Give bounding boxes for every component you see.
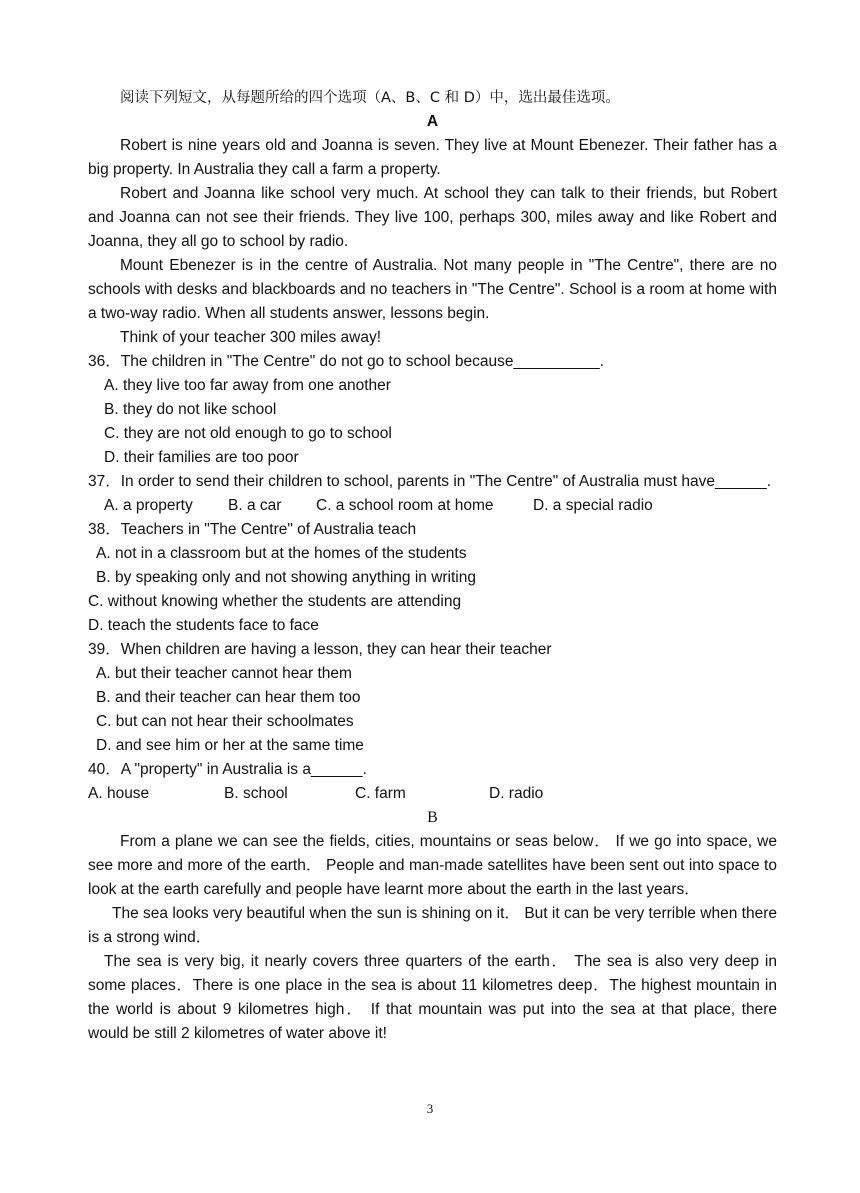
question-36-option-b: B. they do not like school [104, 401, 277, 418]
passage-a-heading: A [426, 113, 439, 130]
question-36-option-d: D. their families are too poor [104, 449, 299, 466]
passage-b-paragraph: From a plane we can see the fields, cities, mountains or seas below． If we go into space, we see more and more of the earth． People and man-made satellites have been sent out into space to look at the earth carefully and people have learnt more about the earth in the last years． [88, 833, 777, 898]
question-39-option-a: A. but their teacher cannot hear them [96, 665, 352, 682]
question-38-stem: 38．Teachers in "The Centre" of Australia teach [88, 521, 417, 538]
question-40-option-a: A. house [88, 785, 150, 802]
question-38-option-d: D. teach the students face to face [88, 617, 319, 634]
question-40-option-d: D. radio [489, 785, 544, 802]
document-page [88, 86, 777, 1046]
passage-b-paragraph: The sea looks very beautiful when the sun is shining on it． But it can be very terrible when there is a strong wind． [88, 905, 777, 946]
question-38-option-a: A. not in a classroom but at the homes of the students [96, 545, 467, 562]
passage-a-paragraph: Think of your teacher 300 miles away! [120, 329, 382, 346]
passage-b-paragraph: The sea is very big, it nearly covers three quarters of the earth． The sea is also very deep in some places．There is one place in the sea is about 11 kilometres deep．The highest mountain in the world is about 9 kilometres high． If that mountain was put into the sea at that place, there would be still 2 kilometres of water above it! [88, 953, 777, 1042]
question-40-options [88, 782, 777, 806]
passage-a-paragraph: Mount Ebenezer is in the centre of Australia. Not many people in "The Centre", there are no schools with desks and blackboards and no teachers in "The Centre". School is a room at home with a two-way radio. When all students answer, lessons begin. [88, 257, 777, 322]
question-37-options [88, 494, 777, 518]
question-37-option-b: B. a car [228, 497, 282, 514]
instruction-text: 阅读下列短文，从每题所给的四个选项（A、B、C 和 D）中，选出最佳选项。 [120, 90, 620, 106]
page-number: 3 [426, 1101, 434, 1116]
passage-a-paragraph: Robert is nine years old and Joanna is seven. They live at Mount Ebenezer. Their father has a big property. In Australia they call a farm a property. [88, 137, 777, 178]
passage-b-heading: B [427, 809, 438, 826]
question-39-option-b: B. and their teacher can hear them too [96, 689, 361, 706]
question-39-option-d: D. and see him or her at the same time [96, 737, 364, 754]
question-40-option-c: C. farm [355, 785, 406, 802]
question-37-option-a: A. a property [104, 497, 193, 514]
question-38-option-c: C. without knowing whether the students are attending [88, 593, 462, 610]
question-40-stem: 40．A "property" in Australia is a______. [88, 761, 367, 778]
question-39-option-c: C. but can not hear their schoolmates [96, 713, 354, 730]
question-37-option-d: D. a special radio [533, 497, 653, 514]
question-36-stem: 36．The children in "The Centre" do not go to school because__________. [88, 353, 604, 370]
question-37-stem: 37．In order to send their children to school, parents in "The Centre" of Australia must have______. [88, 473, 772, 490]
passage-a-paragraph: Robert and Joanna like school very much. At school they can talk to their friends, but Robert and Joanna can not see their friends. They live 100, perhaps 300, miles away and like Robert and Joanna, they all go to school by radio. [88, 185, 777, 250]
question-38-option-b: B. by speaking only and not showing anything in writing [96, 569, 476, 586]
question-37-option-c: C. a school room at home [316, 497, 494, 514]
question-36-option-a: A. they live too far away from one another [104, 377, 391, 394]
question-39-stem: 39．When children are having a lesson, they can hear their teacher [88, 641, 552, 658]
question-36-option-c: C. they are not old enough to go to school [104, 425, 392, 442]
question-40-option-b: B. school [224, 785, 288, 802]
